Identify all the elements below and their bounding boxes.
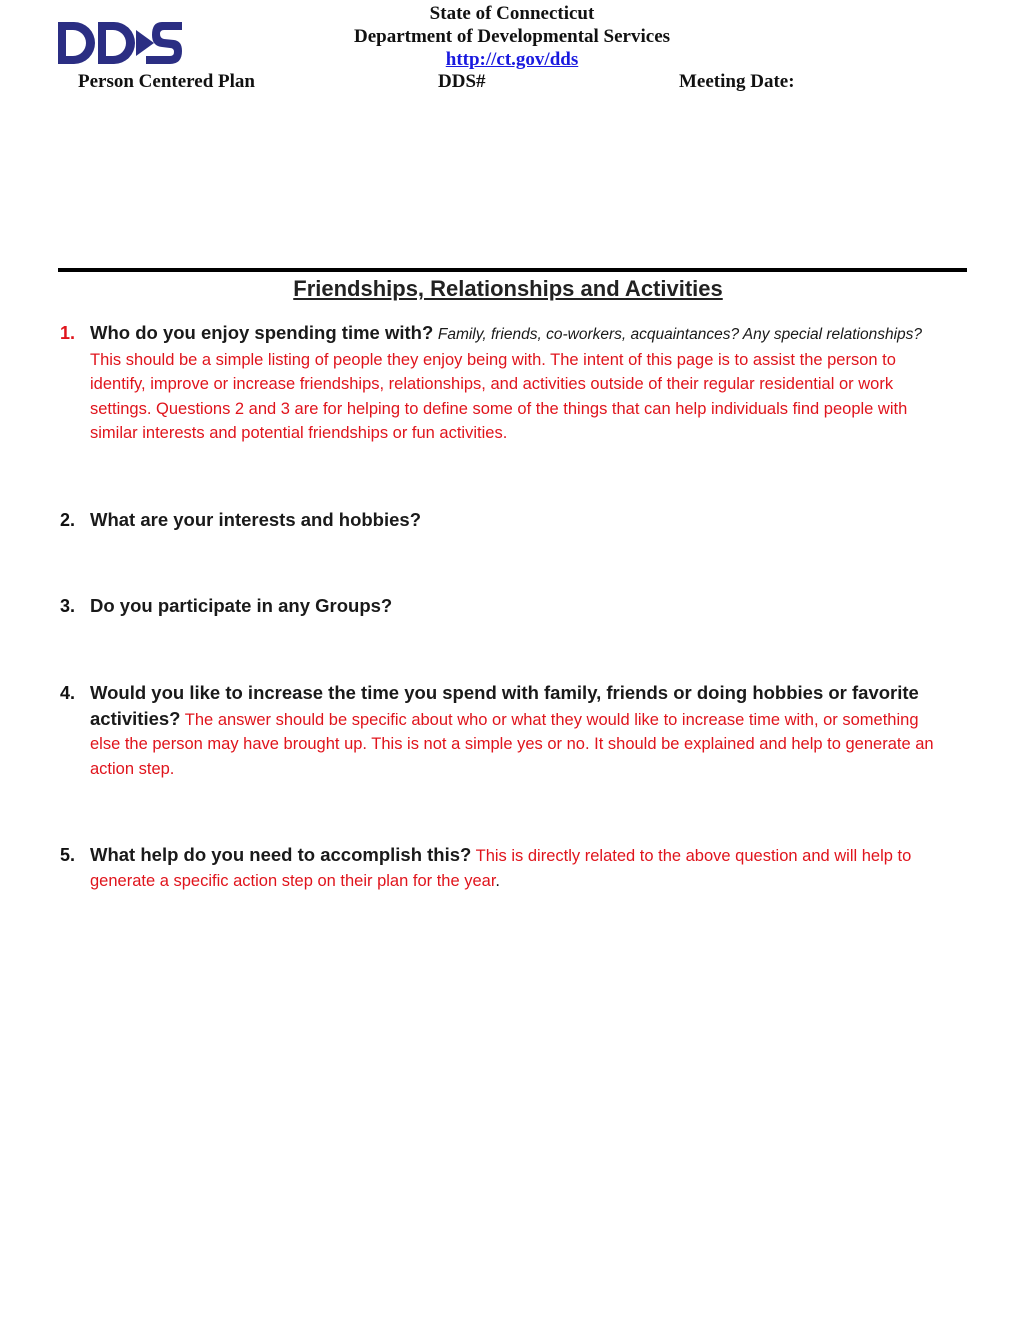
question-text: What help do you need to accomplish this? xyxy=(90,844,472,865)
question-guidance: The answer should be specific about who or what they would like to increase time with, or something else the person may have brought up. This is not a simple yes or no. It should be explained and help to generate an action step. xyxy=(90,710,934,778)
question-2 xyxy=(60,508,950,534)
question-5 xyxy=(60,843,950,893)
meeting-date-label: Meeting Date: xyxy=(679,71,795,92)
state-name: State of Connecticut xyxy=(429,3,595,24)
question-3 xyxy=(60,594,950,620)
question-number: 5. xyxy=(60,845,76,865)
question-text: Who do you enjoy spending time with? xyxy=(90,322,434,343)
question-text: What are your interests and hobbies? xyxy=(90,509,422,530)
section-title: Friendships, Relationships and Activities xyxy=(293,276,723,301)
question-number: 1. xyxy=(60,323,76,343)
department-link[interactable]: http://ct.gov/dds xyxy=(445,49,579,70)
question-text: Do you participate in any Groups? xyxy=(90,595,393,616)
question-guidance: This should be a simple listing of people they enjoy being with. The intent of this page is to assist the person to identify, improve or increase friendships, relationships, and activities outside of their regular residential or work settings. Questions 2 and 3 are for helping to define some of the things that can help individuals find people with similar interests and potential friendships or fun activities. xyxy=(90,350,908,442)
question-number: 2. xyxy=(60,510,76,530)
dds-number-label: DDS# xyxy=(438,71,486,92)
question-number: 3. xyxy=(60,596,76,616)
question-hint: Family, friends, co-workers, acquaintances? Any special relationships? xyxy=(437,326,923,343)
department-name: Department of Developmental Services xyxy=(353,26,671,47)
dds-logo xyxy=(58,22,182,64)
question-text: Would you like to increase the time you spend with family, friends or doing hobbies or favorite activities? xyxy=(90,682,919,729)
organization-header xyxy=(312,2,712,71)
question-number: 4. xyxy=(60,683,76,703)
section-divider xyxy=(58,268,967,272)
guidance-end-punctuation: . xyxy=(495,871,501,890)
question-1 xyxy=(60,321,950,446)
plan-label: Person Centered Plan xyxy=(78,71,255,92)
question-guidance: This is directly related to the above question and will help to generate a specific action step on their plan for the year xyxy=(90,847,912,890)
question-4 xyxy=(60,681,950,781)
